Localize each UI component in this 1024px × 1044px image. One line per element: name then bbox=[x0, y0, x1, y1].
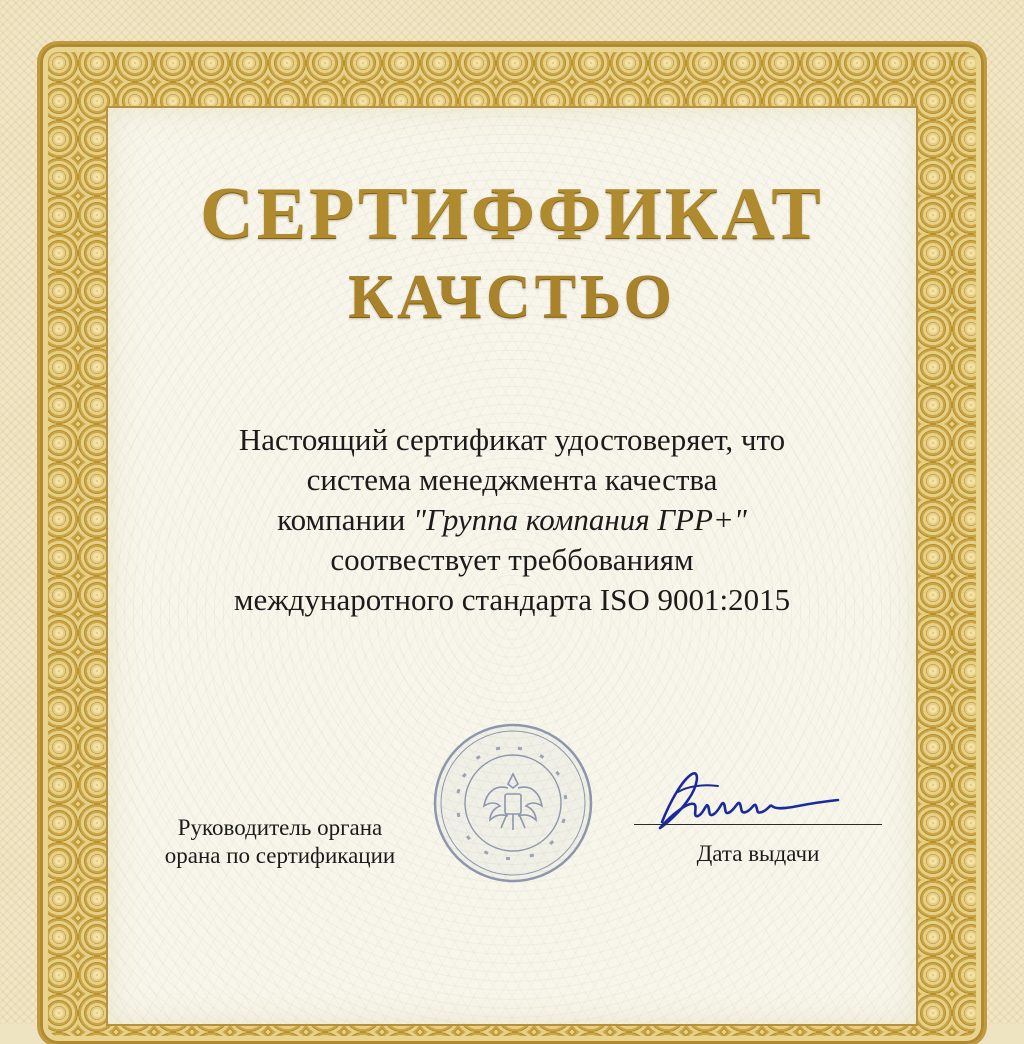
body-line-2: система менеджмента качества bbox=[306, 462, 718, 497]
signatory-label-line-2: орана по сертификации bbox=[164, 843, 396, 868]
body-line-5: междунаротного стандарта ISO 9001:2015 bbox=[233, 582, 791, 617]
certificate-subtitle: КАЧСТЬО bbox=[348, 263, 676, 331]
body-line-1: Настоящий сертификат удостоверяет, что bbox=[238, 422, 786, 457]
seal-stamp-icon bbox=[432, 722, 594, 884]
company-name: "Группа компания ГРР+" bbox=[413, 502, 747, 537]
signatory-label-line-1: Руководитель органа bbox=[177, 815, 383, 840]
issue-date-label: Дата выдачи bbox=[696, 841, 820, 866]
body-company-prefix: компании bbox=[277, 502, 406, 537]
signature-icon bbox=[648, 762, 848, 842]
certificate-body bbox=[150, 420, 874, 620]
signature-line bbox=[634, 824, 882, 825]
body-line-3 bbox=[150, 500, 874, 540]
certificate-title: СЕРТИФФИКАТ bbox=[200, 173, 824, 255]
signatory-label bbox=[150, 814, 410, 870]
body-line-4: соотвествует треббованиям bbox=[330, 542, 694, 577]
